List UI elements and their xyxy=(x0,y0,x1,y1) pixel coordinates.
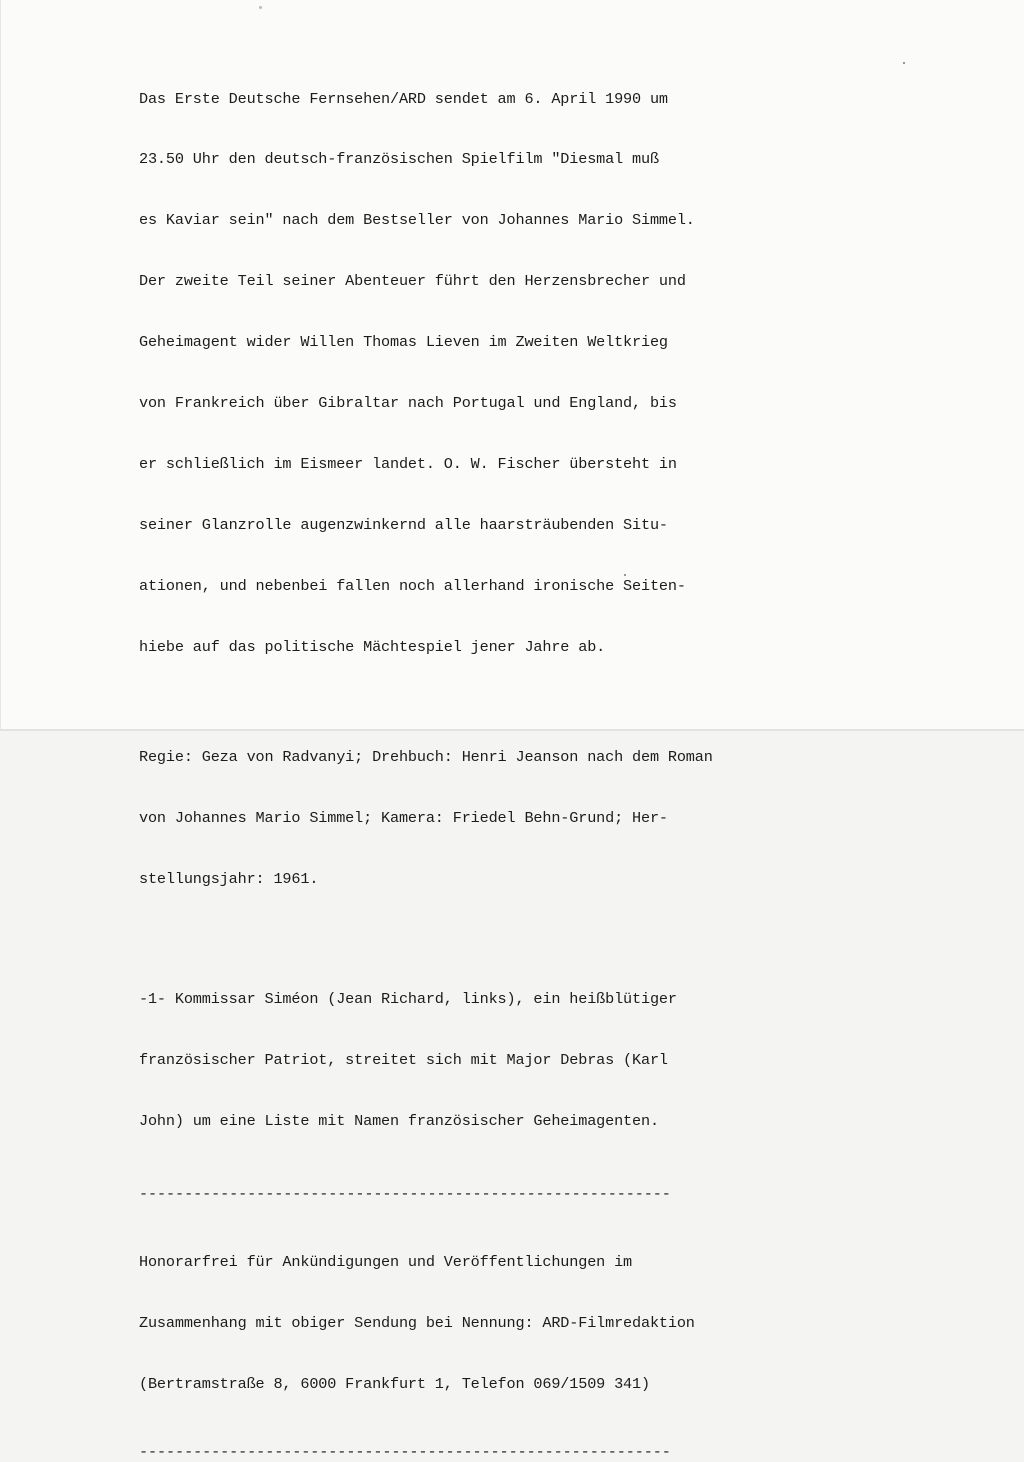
text-line: Geheimagent wider Willen Thomas Lieven im Zweiten Weltkrieg xyxy=(139,333,668,352)
dashed-separator: ----------------------------------------------------------- xyxy=(139,1185,671,1204)
text-line: Honorarfrei für Ankündigungen und Veröffentlichungen im xyxy=(139,1252,633,1271)
text-line: ationen, und nebenbei fallen noch allerhand ironische Seiten- xyxy=(139,576,686,595)
text-line: seiner Glanzrolle augenzwinkernd alle haarsträubenden Situ- xyxy=(139,515,668,534)
text-line: von Johannes Mario Simmel; Kamera: Friedel Behn-Grund; Her- xyxy=(139,808,668,827)
text-line: (Bertramstraße 8, 6000 Frankfurt 1, Telefon 069/1509 341) xyxy=(139,1374,650,1393)
text-line: Zusammenhang mit obiger Sendung bei Nennung: ARD-Filmredaktion xyxy=(139,1313,695,1332)
text-line: Der zweite Teil seiner Abenteuer führt den Herzensbrecher und xyxy=(139,272,686,291)
text-line: von Frankreich über Gibraltar nach Portugal und England, bis xyxy=(139,394,677,413)
text-line: stellungsjahr: 1961. xyxy=(139,869,319,888)
paper-speck xyxy=(259,6,262,9)
text-line: er schließlich im Eismeer landet. O. W. Fischer übersteht in xyxy=(139,454,677,473)
copyright-notice xyxy=(139,1211,839,1434)
text-line: John) um eine Liste mit Namen französischer Geheimagenten. xyxy=(139,1112,659,1131)
dashed-separator: ----------------------------------------------------------- xyxy=(139,1442,671,1461)
typed-document xyxy=(139,48,839,1462)
text-line: 23.50 Uhr den deutsch-französischen Spielfilm "Diesmal muß xyxy=(139,150,659,169)
photo-caption xyxy=(139,949,839,1172)
text-line: es Kaviar sein" nach dem Bestseller von Johannes Mario Simmel. xyxy=(139,211,695,230)
text-line: hiebe auf das politische Mächtespiel jener Jahre ab. xyxy=(139,637,606,656)
text-line: Regie: Geza von Radvanyi; Drehbuch: Henri Jeanson nach dem Roman xyxy=(139,748,713,767)
text-line: Das Erste Deutsche Fernsehen/ARD sendet am 6. April 1990 um xyxy=(139,89,668,108)
text-line: französischer Patriot, streitet sich mit Major Debras (Karl xyxy=(139,1051,668,1070)
paper-speck xyxy=(903,62,905,64)
main-paragraph xyxy=(139,48,839,698)
credits-paragraph xyxy=(139,707,839,930)
text-line: -1- Kommissar Siméon (Jean Richard, links), ein heißblütiger xyxy=(139,990,677,1009)
